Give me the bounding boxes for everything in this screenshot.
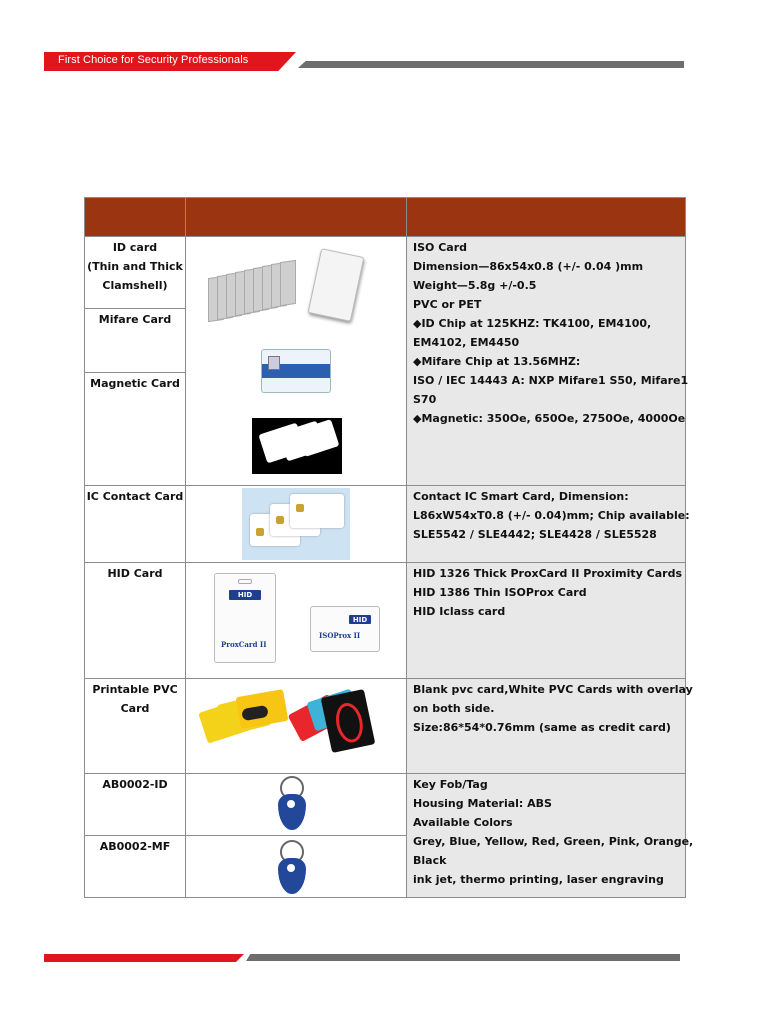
table-row (85, 486, 686, 563)
header-cell-image (186, 198, 407, 237)
spec-cell-id-mifare-magnetic: ISO Card Dimension—86x54x0.8 (+/- 0.04 )mm Weight—5.8g +/-0.5 PVC or PET ◆ID Chip at 125KHZ: TK4100, EM4100, EM4102, EM4450 ◆Mifare Chip at 13.56MHZ: ISO / IEC 14443 A: NXP Mifare1 S50, Mifare1 S70 ◆Magnetic: 350Oe, 650Oe, 2750Oe, 4000Oe (407, 237, 686, 486)
row-name-mifare-card: Mifare Card (85, 309, 186, 373)
clamshell-card-image (308, 248, 365, 322)
header-gray-rule (298, 61, 684, 68)
table-row (85, 237, 686, 309)
spec-cell-key-fob: Key Fob/Tag Housing Material: ABS Available Colors Grey, Blue, Yellow, Red, Green, Pink, Orange, Black ink jet, thermo printing, laser engraving (407, 774, 686, 898)
spec-cell-pvc: Blank pvc card,White PVC Cards with overlay on both side. Size:86*54*0.76mm (same as credit card) (407, 679, 686, 774)
magnetic-card-image (252, 418, 342, 474)
footer-gray-rule (246, 954, 680, 961)
id-card-stack-image (208, 263, 308, 323)
footer-red-band (44, 954, 244, 962)
row-name-printable-pvc: Printable PVC Card (85, 679, 186, 774)
card-spec-table (84, 197, 694, 898)
image-cell-pvc (186, 679, 407, 774)
key-fob-mf-image (274, 840, 314, 896)
mifare-card-image (261, 349, 331, 393)
table-row (85, 679, 686, 774)
row-name-ab0002-id: AB0002-ID (85, 774, 186, 836)
spec-cell-hid: HID 1326 Thick ProxCard II Proximity Cards HID 1386 Thin ISOProx Card HID Iclass card (407, 563, 686, 679)
row-name-ab0002-mf: AB0002-MF (85, 836, 186, 898)
image-cell-ic-contact (186, 486, 407, 563)
table-header-row (85, 198, 686, 237)
key-fob-id-image (274, 776, 314, 834)
table-row (85, 774, 686, 836)
row-name-hid-card: HID Card (85, 563, 186, 679)
header-cell-name (85, 198, 186, 237)
image-cell-id-mifare-magnetic (186, 237, 407, 486)
spec-cell-ic-contact: Contact IC Smart Card, Dimension: L86xW54xT0.8 (+/- 0.04)mm; Chip available: SLE5542 / SLE4442; SLE4428 / SLE5528 (407, 486, 686, 563)
image-cell-hid (186, 563, 407, 679)
header-tagline: First Choice for Security Professionals (58, 54, 249, 66)
printed-pvc-cards-image (202, 687, 287, 751)
blank-pvc-cards-image (292, 687, 382, 757)
table-row (85, 563, 686, 679)
row-name-id-card: ID card (Thin and Thick Clamshell) (85, 237, 186, 309)
image-cell-ab0002-id (186, 774, 407, 836)
row-name-ic-contact-card: IC Contact Card (85, 486, 186, 563)
row-name-magnetic-card: Magnetic Card (85, 373, 186, 486)
header-cell-spec (407, 198, 686, 237)
isoprox-card-image: HID ISOProx II (310, 606, 380, 652)
proxcard-image: HID ProxCard II (214, 573, 276, 663)
ic-contact-card-image (242, 488, 350, 560)
image-cell-ab0002-mf (186, 836, 407, 898)
